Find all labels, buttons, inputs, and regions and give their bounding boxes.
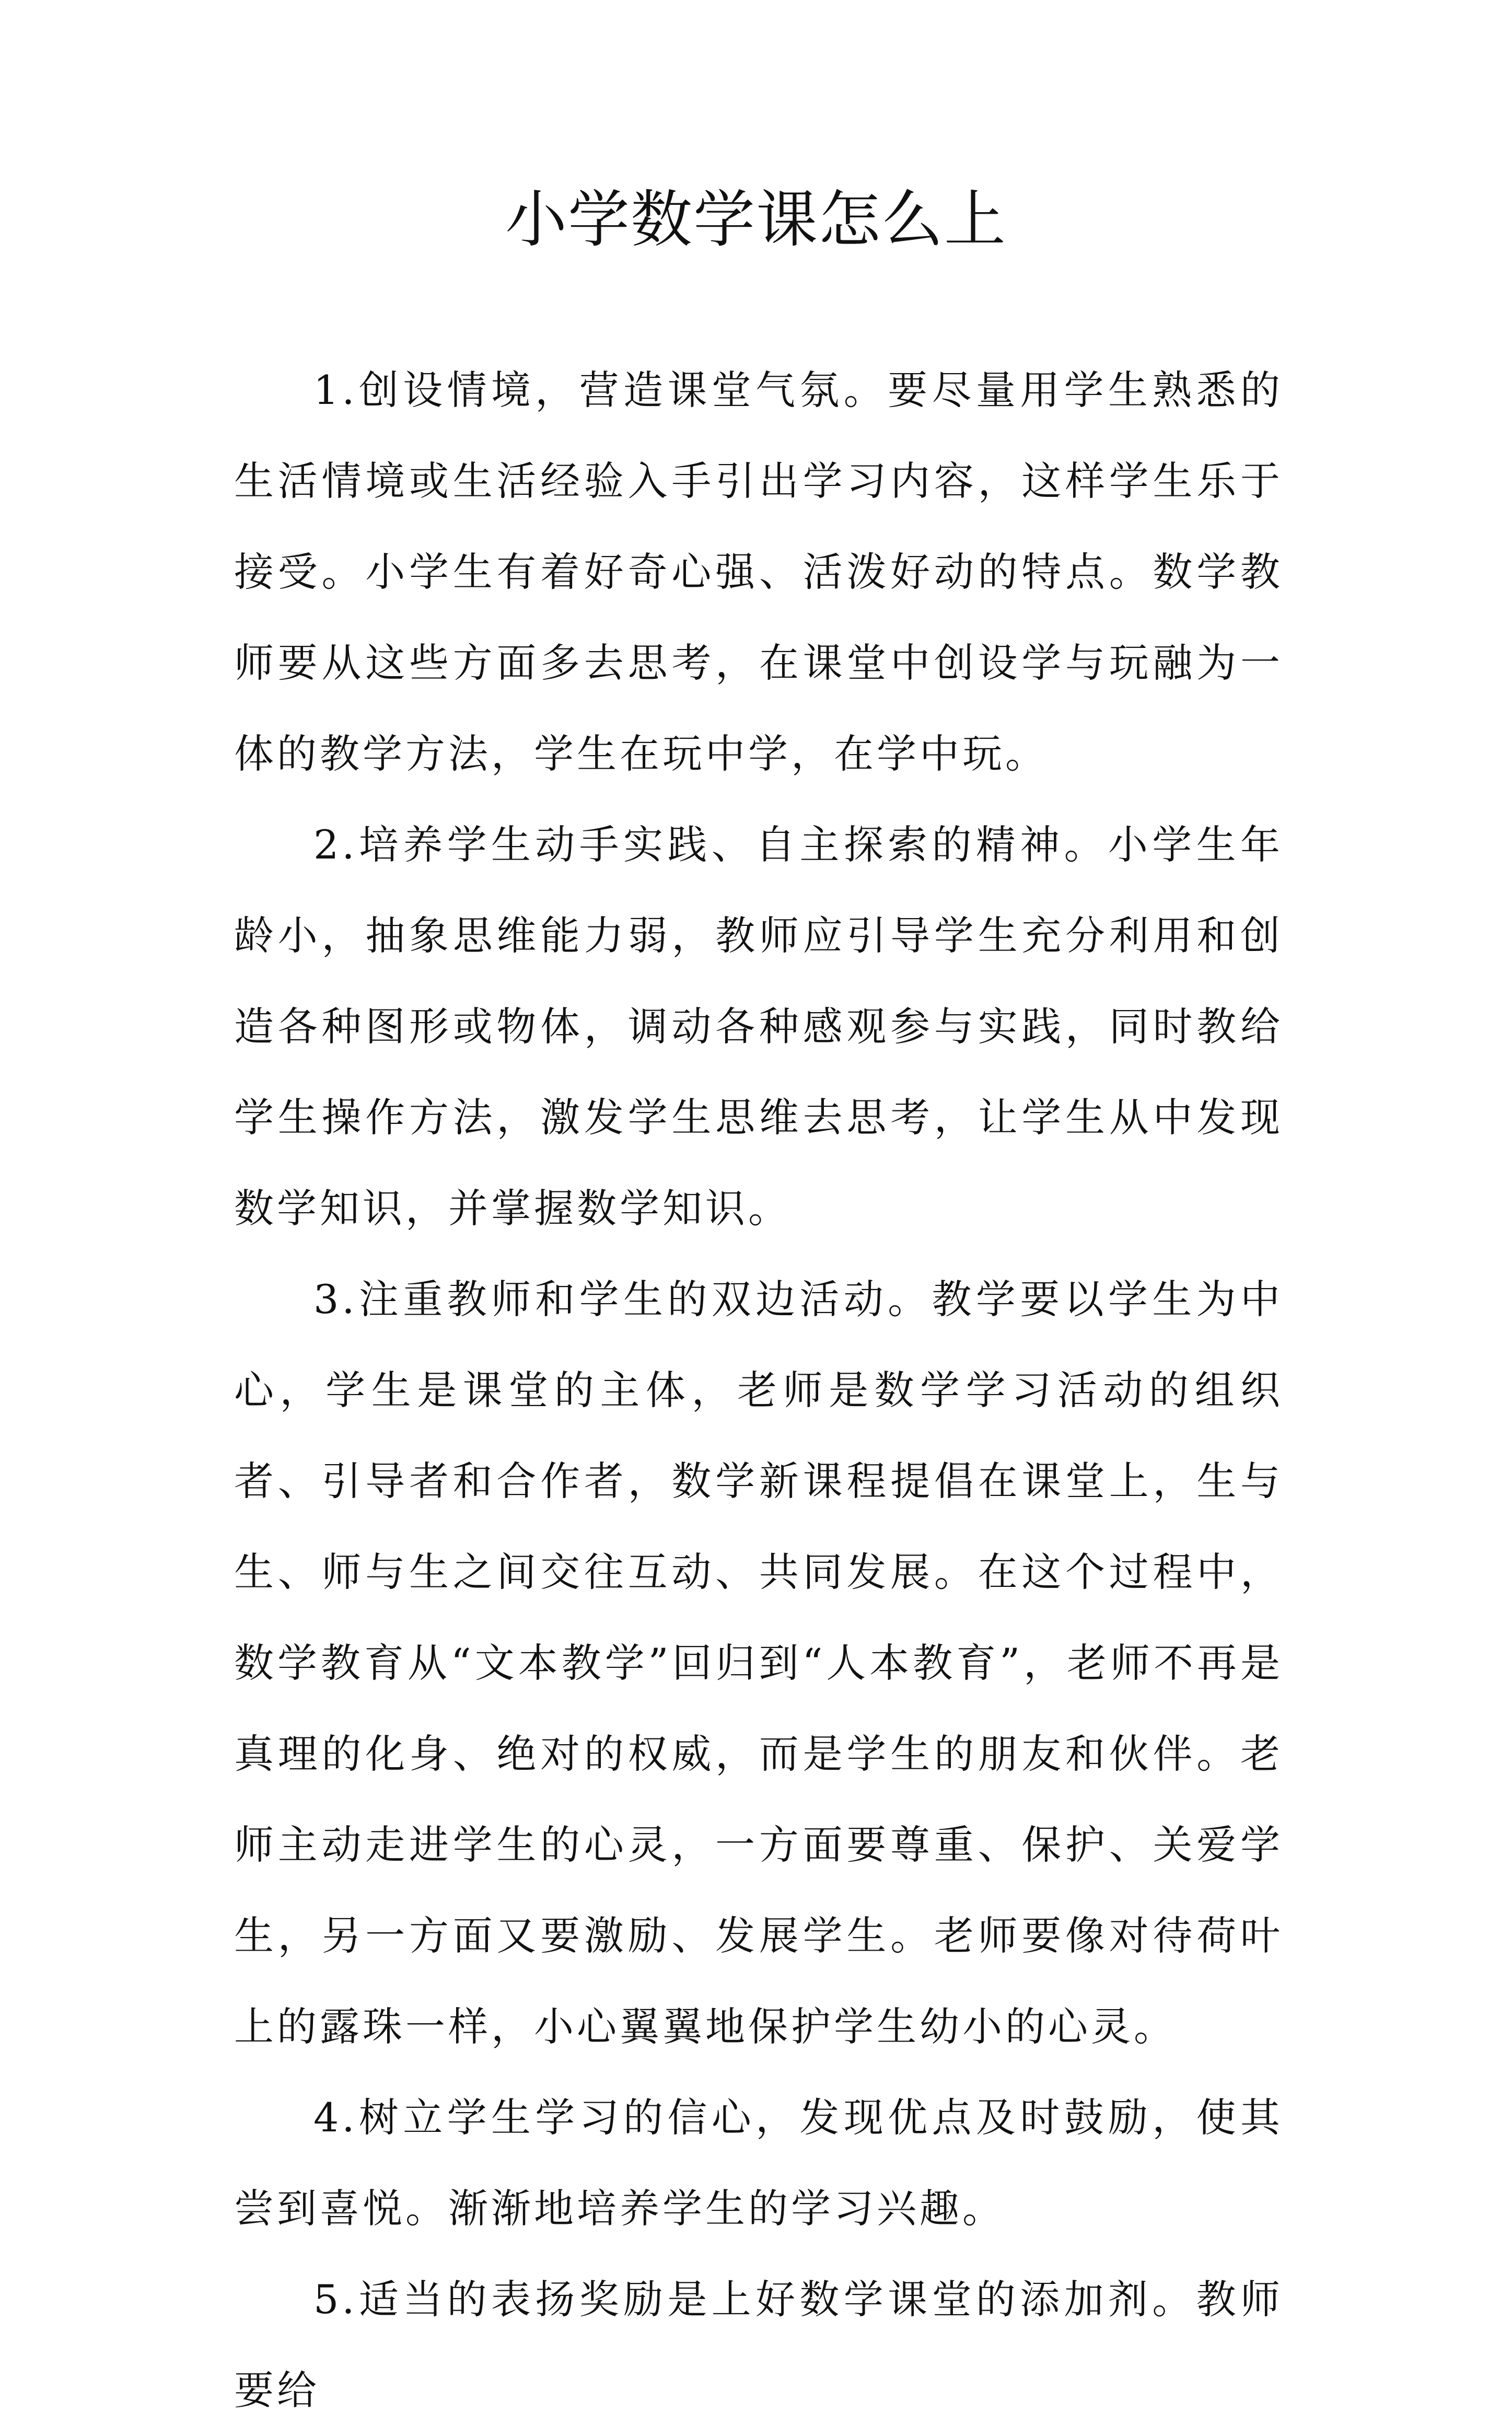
paragraph-4: 4.树立学生学习的信心，发现优点及时鼓励，使其尝到喜悦。渐渐地培养学生的学习兴趣。 xyxy=(234,2094,1283,2232)
paragraph-3: 3.注重教师和学生的双边活动。教学要以学生为中心，学生是课堂的主体，老师是数学学习活动的组织者、引导者和合作者，数学新课程提倡在课堂上，生与生、师与生之间交往互动、共同发展。在这个过程中，数学教育从“文本教学”回归到“人本教育”，老师不再是真理的化身、绝对的权威，而是学生的朋友和伙伴。老师主动走进学生的心灵，一方面要尊重、保护、关爱学生，另一方面又要激励、发展学生。老师要像对待荷叶上的露珠一样，小心翼翼地保护学生幼小的心灵。 xyxy=(234,1276,1283,2050)
document-body xyxy=(234,345,1283,2436)
paragraph-5: 5.适当的表扬奖励是上好数学课堂的添加剂。教师要给 xyxy=(234,2276,1283,2414)
paragraph-1: 1.创设情境，营造课堂气氛。要尽量用学生熟悉的生活情境或生活经验入手引出学习内容，这样学生乐于接受。小学生有着好奇心强、活泼好动的特点。数学教师要从这些方面多去思考，在课堂中创设学与玩融为一体的教学方法，学生在玩中学，在学中玩。 xyxy=(234,367,1283,777)
document-title: 小学数学课怎么上 xyxy=(505,183,1007,256)
paragraph-2: 2.培养学生动手实践、自主探索的精神。小学生年龄小，抽象思维能力弱，教师应引导学生充分利用和创造各种图形或物体，调动各种感观参与实践，同时教给学生操作方法，激发学生思维去思考，让学生从中发现数学知识，并掌握数学知识。 xyxy=(234,821,1283,1232)
